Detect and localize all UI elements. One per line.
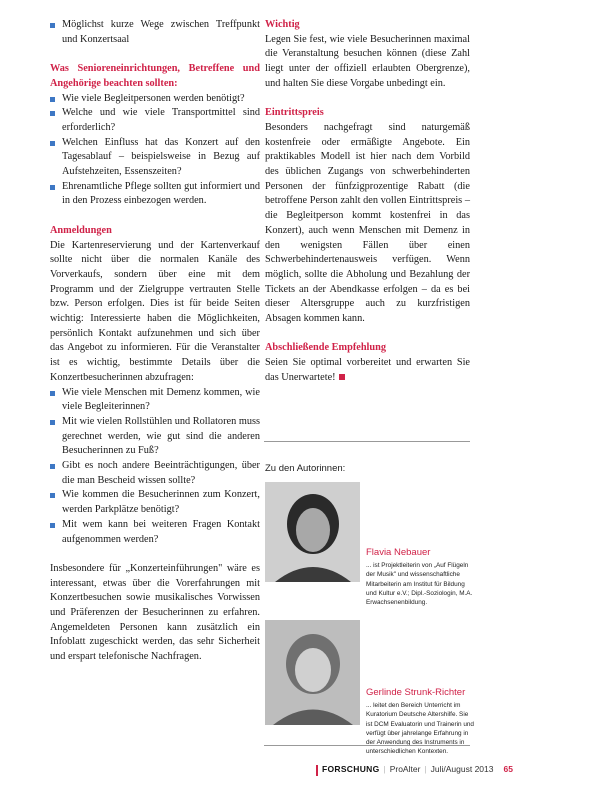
list-item: Wie viele Begleitpersonen werden benötigt? xyxy=(50,92,260,107)
list-item: Ehrenamtliche Pflege sollten gut informiert und in den Prozess einbezogen werden. xyxy=(50,180,260,209)
body-paragraph: Seien Sie optimal vorbereitet und erwarten Sie das Unerwartete! xyxy=(265,357,470,383)
author2-bio-text: ... leitet den Bereich Unterricht im Kuratorium Deutsche Altershilfe. Sie ist DCM Evaluatorin und Trainerin und verfügt über jahrelange Erfahrung in der Anwendung des Instruments in unterschiedlichen Kontexten. xyxy=(366,702,474,756)
divider xyxy=(264,441,470,442)
footer-magazine: ProAlter xyxy=(389,764,421,774)
bullet-icon xyxy=(50,23,55,28)
bullet-icon xyxy=(50,464,55,469)
section-heading: Wichtig xyxy=(265,19,300,30)
bullet-icon xyxy=(50,493,55,498)
author1-name: Flavia Nebauer xyxy=(366,547,431,558)
bullet-icon xyxy=(50,391,55,396)
body-paragraph: Legen Sie fest, wie viele Besucherinnen maximal die Veranstaltung besuchen können (diese Zahl liegt unter der offiziell erlaubten Obergrenze), und halten Sie diese Vorgabe unbedingt ein. xyxy=(265,33,470,89)
author1-bio-text: ... ist Projektleiterin von „Auf Flügeln der Musik" und wissenschaftliche Mitarbeiterin am Institut für Bildung und Kultur e.V.; Dipl.-Soziologin, M.A. Erwachsenenbildung. xyxy=(366,562,473,607)
section2-bullet-list xyxy=(50,386,260,548)
author1-bio xyxy=(366,548,476,607)
body-paragraph: Besonders nachgefragt sind naturgemäß kostenfreie oder ermäßigte Angebote. Ein praktikables Modell ist hier nach dem Vorbild des üblichen Zugangs von schwerbehinderten Personen der fünfzigprozentige Rabatt (die betroffene Person zahlt den vollen Eintrittspreis – die Begleitperson kommt kostenfrei in das Konzert), auch wenn Menschen mit Demenz in den wenigsten Fällen über einen Schwerbehindertenausweis verfügen. Wenn möglich, sollte die Abholung und Bezahlung der Tickets an der Abendkasse erfolgen – da es bei dieser Altersgruppe auch zu kurzfristigen Absagen kommen kann. xyxy=(265,121,470,325)
bullet-icon xyxy=(50,523,55,528)
list-item: Welchen Einfluss hat das Konzert auf den Tagesablauf – beispielsweise in Bezug auf Aufstehzeiten, Essenszeiten? xyxy=(50,136,260,180)
divider xyxy=(264,745,470,746)
bullet-icon xyxy=(50,420,55,425)
footer-issue: Juli/August 2013 xyxy=(430,764,494,774)
list-item: Möglichst kurze Wege zwischen Treffpunkt und Konzertsaal xyxy=(50,18,260,47)
bullet-icon xyxy=(50,111,55,116)
bullet-icon xyxy=(50,97,55,102)
list-item: Gibt es noch andere Beeinträchtigungen, über die man Bescheid wissen sollte? xyxy=(50,459,260,488)
bullet-icon xyxy=(50,185,55,190)
right-column xyxy=(265,18,470,386)
list-item: Welche und wie viele Transportmittel sind erforderlich? xyxy=(50,106,260,135)
list-item: Mit wie vielen Rollstühlen und Rollatoren muss gerechnet werden, wie gut sind die anderen Besucherinnen zu Fuß? xyxy=(50,415,260,459)
bullet-icon xyxy=(50,141,55,146)
list-item: Wie viele Menschen mit Demenz kommen, wie viele Begleiterinnen? xyxy=(50,386,260,415)
author2-bio xyxy=(366,688,476,756)
section1-bullet-list xyxy=(50,92,260,210)
authors-label: Zu den Autorinnen: xyxy=(265,463,346,474)
left-column xyxy=(50,18,260,665)
section-heading: Anmeldungen xyxy=(50,224,112,236)
body-paragraph: Insbesondere für „Konzerteinführungen" wäre es interessant, etwas über die Vorerfahrungen mit Konzertbesuchen sowie musikalisches Vorwissen und Präferenzen der Besucherinnen zu erfahren. Angemeldeten Personen kann zusätzlich ein Infoblatt zugeschickt werden, das sehr Sicherheit und erspart telefonische Nachfragen. xyxy=(50,562,260,663)
end-mark-icon xyxy=(339,374,345,380)
page-number: 65 xyxy=(503,764,513,774)
author2-photo xyxy=(265,620,360,725)
section-heading: Abschließende Empfehlung xyxy=(265,342,387,354)
page-footer: FORSCHUNG | ProAlter | Juli/August 2013 65 xyxy=(322,764,513,774)
footer-accent-bar xyxy=(316,765,318,776)
footer-section: FORSCHUNG xyxy=(322,764,380,774)
list-item: Wie kommen die Besucherinnen zum Konzert, werden Parkplätze benötigt? xyxy=(50,488,260,517)
body-paragraph: Die Kartenreservierung und der Kartenverkauf sollte nicht über die normalen Kanäle des Vorverkaufs, sondern über eine mit dem Programm und der Zielgruppe vertrauten Stelle bzw. Person erfolgen. Dies ist für beide Seiten wichtig: Interessierte haben die Möglichkeiten, persönlich Kontakt aufzunehmen und sich über das Angebot zu informieren. Für die Veranstalter ist es wichtig, bestimmte Details über die Konzertbesucherinnen abzufragen: xyxy=(50,239,260,383)
author1-photo xyxy=(265,482,360,582)
section-heading: Eintrittspreis xyxy=(265,107,324,119)
author2-name: Gerlinde Strunk-Richter xyxy=(366,687,466,698)
intro-bullet-list xyxy=(50,18,260,47)
section-heading: Was Senioreneinrichtungen, Betreffene und Angehörige beachten sollten: xyxy=(50,63,260,89)
list-item: Mit wem kann bei weiteren Fragen Kontakt aufgenommen werden? xyxy=(50,518,260,547)
